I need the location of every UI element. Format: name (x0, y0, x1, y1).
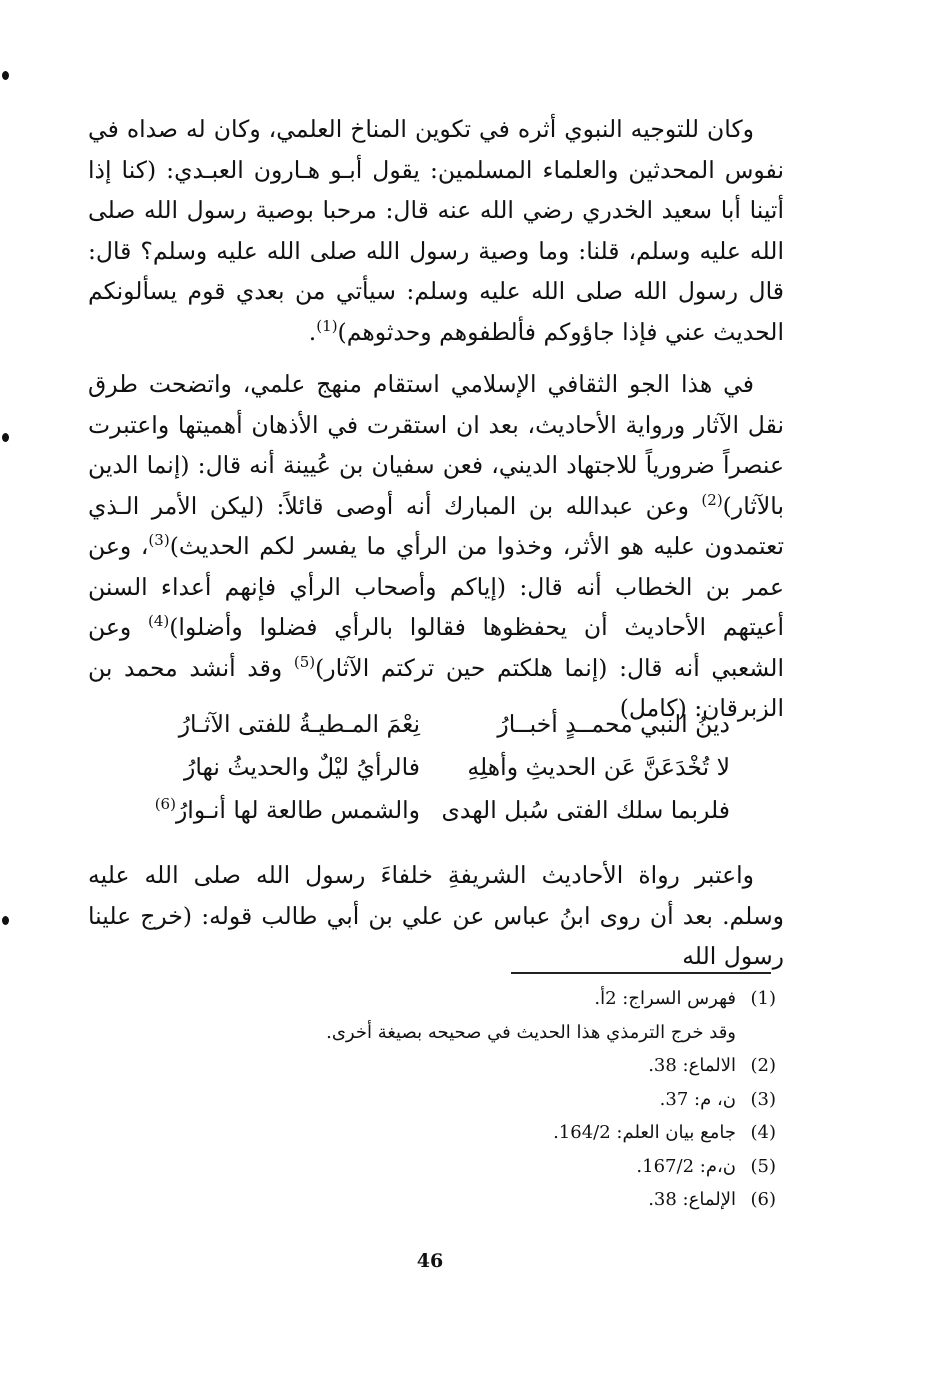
poem-second-hemistich (120, 746, 420, 789)
paragraph-2-text-d: وعن الشعبي أنه قال: (إنما هلكتم حين تركتم الآثار) (88, 613, 784, 682)
footnote-text: جامع بيان العلم: 164/2. (553, 1122, 736, 1143)
paragraph-1-end: . (308, 317, 317, 346)
footnote-item (250, 1183, 776, 1217)
poem-second-hemistich (120, 789, 420, 832)
paragraph-2-text-e: وقد أنشد محمد بن الزبرقان: (كامل) (88, 653, 784, 722)
footnote-ref-5[interactable]: (5) (293, 652, 316, 671)
footnote-number: (4) (750, 1122, 776, 1143)
footnote-separator (511, 972, 771, 974)
footnote-text: الإلماع: 38. (648, 1189, 736, 1210)
poem-second-hemistich (120, 703, 420, 746)
footnote-ref-6[interactable]: (6) (154, 795, 176, 813)
page-number: 46 (416, 1250, 444, 1272)
poem-second-hemistich-text: والشمس طالعة لها أنـوارُ (175, 796, 420, 824)
paragraph-3-text: واعتبر رواة الأحاديث الشريفةِ خلفاءَ رسول الله صلى الله عليه وسلم. بعد أن روى ابنُ عباس عن علي بن أبي طالب قوله: (خرج علينا رسول الله (88, 861, 784, 970)
poem-verse (120, 703, 730, 746)
footnote-ref-2[interactable]: (2) (701, 490, 723, 509)
paragraph-3 (88, 855, 784, 977)
footnote-text: ن،م: 167/2. (636, 1155, 736, 1177)
paragraph-1 (88, 109, 784, 352)
footnote-text: ن، م: 37. (659, 1088, 736, 1110)
footnote-text: الالماع: 38. (648, 1055, 736, 1076)
poem-first-hemistich: فلربما سلك الفتى سُبل الهدى (441, 796, 730, 824)
footnote-continuation: وقد خرج الترمذي هذا الحديث في صحيحه بصيغة أخرى. (326, 1021, 736, 1043)
footnote-text: فهرس السراج: 2أ. (594, 988, 736, 1009)
poem-first-hemistich: لا تُخْدَعَنَّ عَن الحديثِ وأهلِهِ (467, 753, 730, 781)
paragraph-2 (88, 364, 784, 729)
poem-verse (120, 746, 730, 789)
paragraph-2-text-c: ، وعن عمر بن الخطاب أنه قال: (إياكم وأصحاب الرأي فإنهم أعداء السنن أعيتهم الأحاديث أن يحفظوها فقالوا بالرأي فضلوا وأضلوا) (88, 532, 785, 641)
footnote-ref-3[interactable]: (3) (148, 531, 170, 549)
paragraph-2-text-a: في هذا الجو الثقافي الإسلامي استقام منهج علمي، واتضحت طرق نقل الآثار ورواية الأحاديث، بعد ان استقرت في الأذهان أهميتها واعتبرت عنصراً ضرورياً للاجتهاد الديني، فعن سفيان بن عُيينة أنه قال: (إنما الدين بالآثار) (88, 370, 784, 520)
footnote-number: (2) (750, 1055, 776, 1076)
footnote-item (250, 1049, 776, 1083)
footnote-ref-1[interactable]: (1) (316, 316, 338, 335)
footnote-item (250, 1116, 776, 1150)
poem-first-hemistich: دينُ النبي محمــدٍ أخبــارُ (497, 710, 730, 738)
footnote-ref-4[interactable]: (4) (148, 612, 170, 630)
footnote-number: (6) (750, 1189, 776, 1210)
poem-verse (120, 789, 730, 832)
footnote-number: (1) (750, 988, 776, 1009)
footnote-number: (5) (750, 1155, 776, 1177)
poem (120, 703, 730, 832)
footnote-number: (3) (750, 1088, 776, 1110)
footnote-item (250, 1150, 776, 1184)
margin-dot (2, 71, 9, 80)
footnote-item (250, 1083, 776, 1117)
footnote-item (250, 982, 776, 1016)
paragraph-2-text-b: وعن عبدالله بن المبارك أنه أوصى قائلاً: (ليكن الأمر الـذي تعتمدون عليه هو الأثر، وخذوا من الرأي ما يفسر لكم الحديث) (88, 491, 784, 560)
poem-second-hemistich-text: فالرأيُ ليْلٌ والحديثُ نهارُ (184, 753, 420, 781)
margin-dot (2, 433, 9, 442)
poem-second-hemistich-text: نِعْمَ المـطيـةُ للفتى الآثـارُ (178, 710, 420, 738)
margin-dot (2, 916, 9, 925)
footnotes (250, 982, 776, 1217)
paragraph-1-text: وكان للتوجيه النبوي أثره في تكوين المناخ العلمي، وكان له صداه في نفوس المحدثين والعلماء المسلمين: يقول أبـو هـارون العبـدي: (كنا إذا أتينا أبا سعيد الخدري رضي الله عنه قال: مرحبا بوصية رسول الله صلى الله عليه وسلم، قلنا: وما وصية رسول الله صلى الله عليه وسلم؟ قال: قال رسول الله صلى الله عليه وسلم: سيأتي من بعدي قوم يسألونكم الحديث عني فإذا جاؤوكم فألطفوهم وحدثوهم) (88, 115, 784, 346)
